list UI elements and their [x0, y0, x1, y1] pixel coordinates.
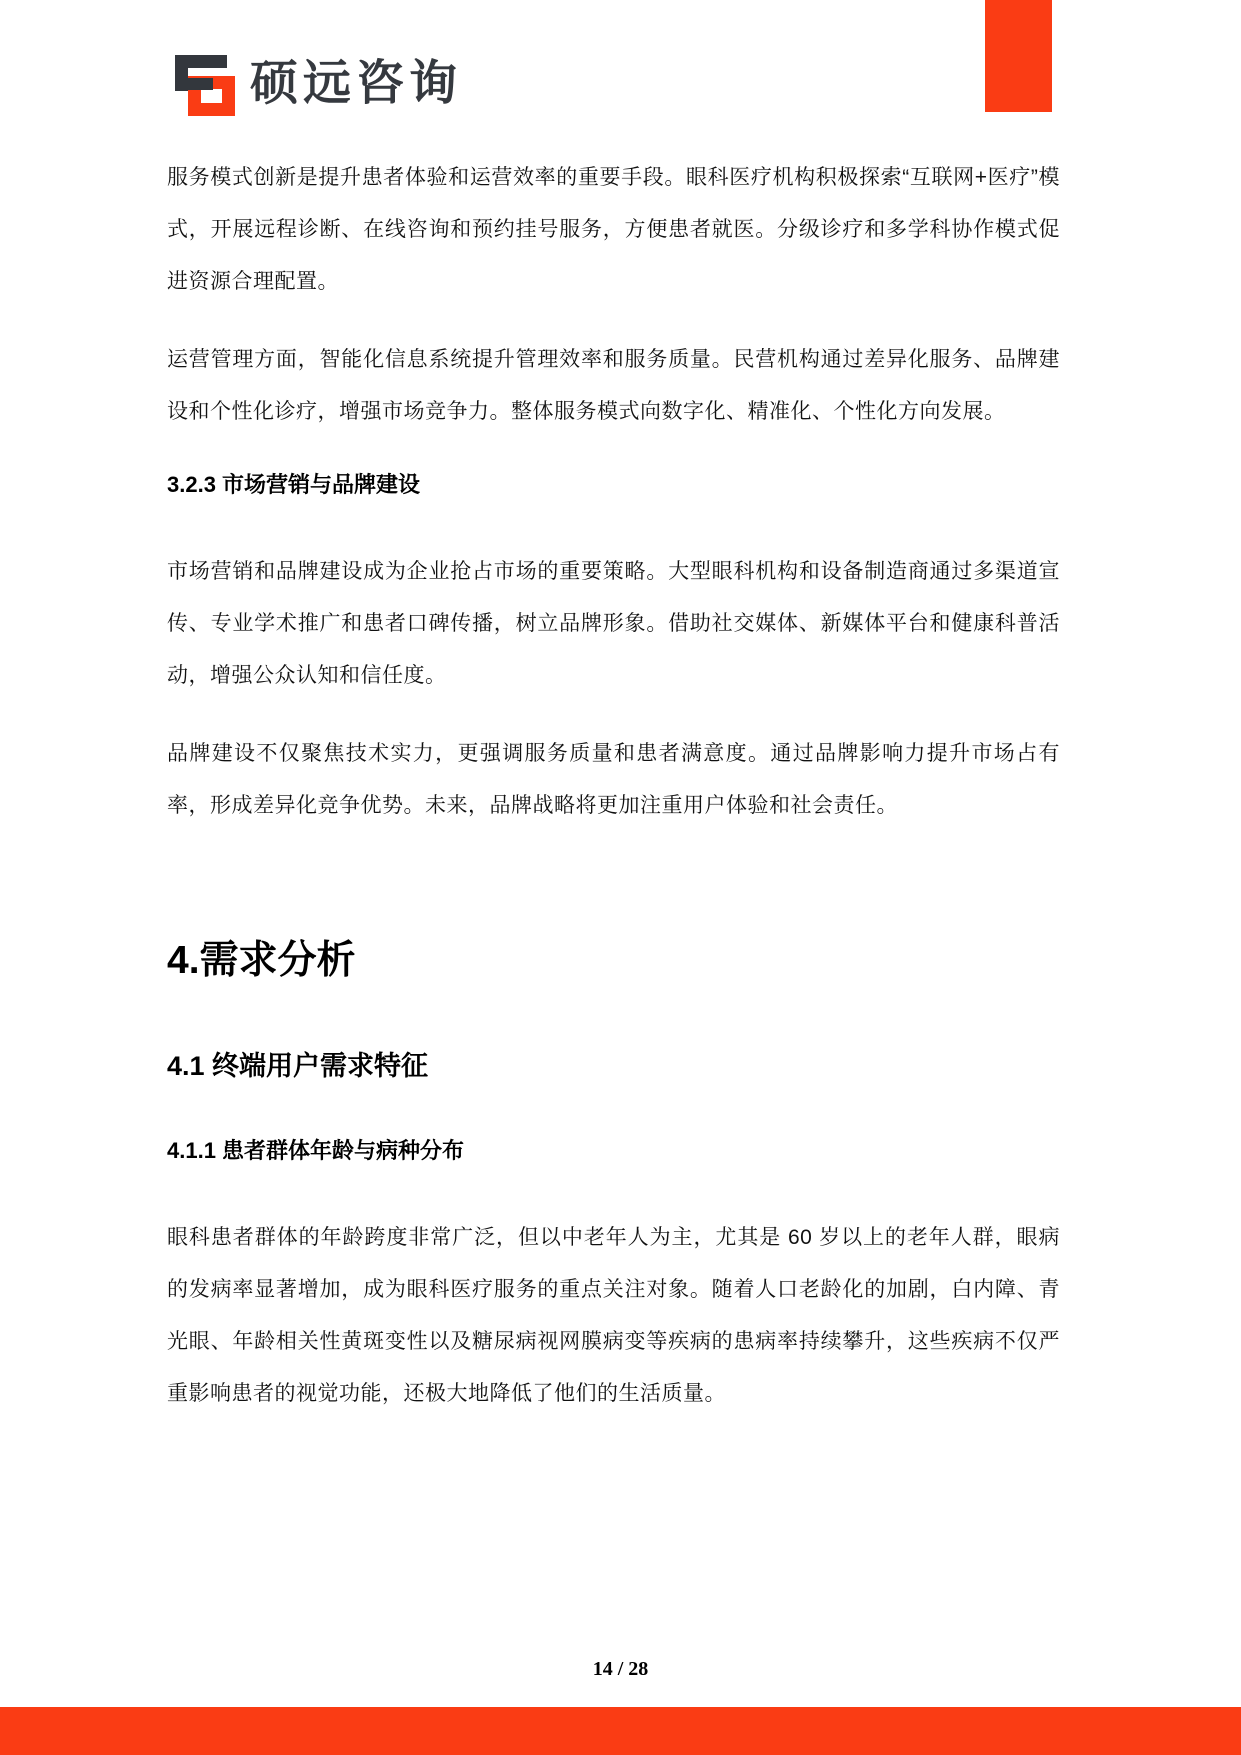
- body-paragraph: 品牌建设不仅聚焦技术实力，更强调服务质量和患者满意度。通过品牌影响力提升市场占有率，形成差异化竞争优势。未来，品牌战略将更加注重用户体验和社会责任。: [167, 742, 1060, 817]
- page-footer: [0, 1658, 1241, 1681]
- page-corner-accent: [985, 0, 1052, 112]
- document-body: [167, 152, 1060, 1446]
- company-name: 硕远咨询: [250, 57, 463, 110]
- body-paragraph: 市场营销和品牌建设成为企业抢占市场的重要策略。大型眼科机构和设备制造商通过多渠道宣传、专业学术推广和患者口碑传播，树立品牌形象。借助社交媒体、新媒体平台和健康科普活动，增强公众认知和信任度。: [167, 560, 1060, 687]
- brand-header: [172, 52, 462, 116]
- body-paragraph: 服务模式创新是提升患者体验和运营效率的重要手段。眼科医疗机构积极探索“互联网+医疗”模式，开展远程诊断、在线咨询和预约挂号服务，方便患者就医。分级诊疗和多学科协作模式促进资源合理配置。: [167, 166, 1060, 293]
- section-heading-4-1: 4.1 终端用户需求特征: [167, 1051, 429, 1081]
- chapter-heading-4: 4.需求分析: [167, 939, 356, 982]
- page-number: 14 / 28: [592, 1658, 649, 1680]
- section-heading-3-2-3: 3.2.3 市场营销与品牌建设: [167, 472, 421, 497]
- logo-dark-middle-bar: [175, 78, 213, 90]
- section-heading-4-1-1: 4.1.1 患者群体年龄与病种分布: [167, 1138, 465, 1163]
- body-paragraph: 眼科患者群体的年龄跨度非常广泛，但以中老年人为主，尤其是 60 岁以上的老年人群，眼病的发病率显著增加，成为眼科医疗服务的重点关注对象。随着人口老龄化的加剧，白内障、青光眼、年龄相关性黄斑变性以及糖尿病视网膜病变等疾病的患病率持续攀升，这些疾病不仅严重影响患者的视觉功能，还极大地降低了他们的生活质量。: [167, 1226, 1060, 1405]
- page-bottom-accent: [0, 1707, 1241, 1755]
- body-paragraph: 运营管理方面，智能化信息系统提升管理效率和服务质量。民营机构通过差异化服务、品牌建设和个性化诊疗，增强市场竞争力。整体服务模式向数字化、精准化、个性化方向发展。: [167, 348, 1060, 423]
- company-logo-icon: [172, 52, 236, 116]
